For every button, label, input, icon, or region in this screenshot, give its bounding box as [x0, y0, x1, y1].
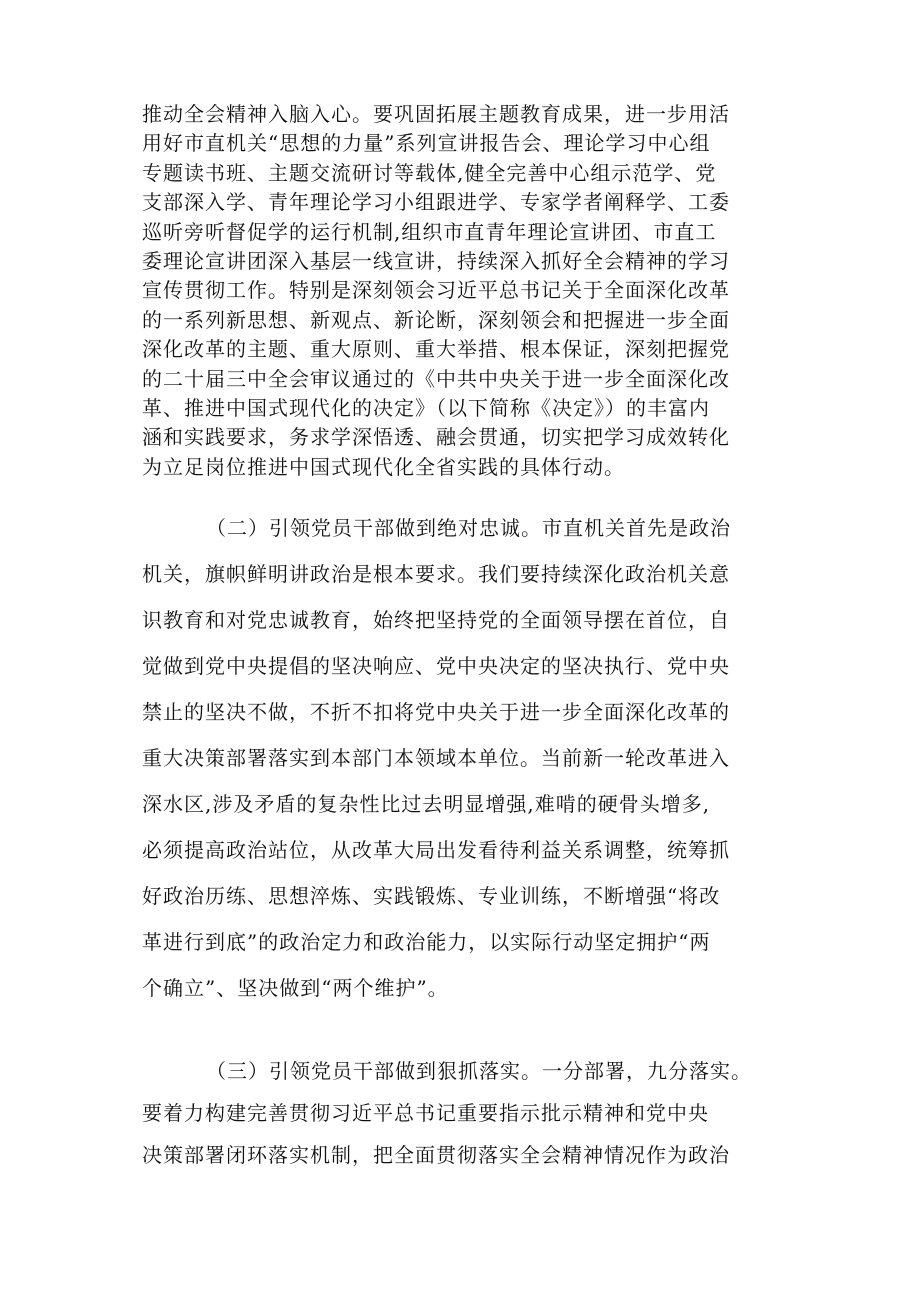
- text-line: 必须提高政治站位，从改革大局出发看待利益关系调整，统筹抓: [142, 838, 730, 862]
- text-line: 巡听旁听督促学的运行机制,组织市直青年理论宣讲团、市直工: [142, 219, 717, 244]
- text-line: 革进行到底”的政治定力和政治能力，以实际行动坚定拥护“两: [142, 930, 711, 954]
- text-line: 的二十届三中全会审议通过的《中共中央关于进一步全面深化改: [142, 366, 730, 391]
- text-line: 为立足岗位推进中国式现代化全省实践的具体行动。: [142, 454, 625, 479]
- text-line: 推动全会精神入脑入心。要巩固拓展主题教育成果，进一步用活: [142, 102, 730, 126]
- text-line: 的一系列新思想、新观点、新论断，深刻领会和把握进一步全面: [142, 307, 730, 332]
- text-line: 决策部署闭环落实机制，把全面贯彻落实全会精神情况作为政治: [142, 1143, 730, 1167]
- text-line: 深化改革的主题、重大原则、重大举措、根本保证，深刻把握党: [142, 337, 730, 362]
- text-line: 个确立”、坚决做到“两个维护”。: [142, 976, 449, 1000]
- text-line: 觉做到党中央提倡的坚决响应、党中央决定的坚决执行、党中央: [142, 654, 730, 678]
- paragraph-section-1: [142, 100, 782, 482]
- paragraph-section-2: [142, 505, 782, 1011]
- text-line: 革、推进中国式现代化的决定》（以下简称《决定》）的丰富内: [142, 395, 710, 420]
- text-line: 涵和实践要求，务求学深悟透、融会贯通，切实把学习成效转化: [142, 425, 730, 450]
- text-line: 禁止的坚决不做，不折不扣将党中央关于进一步全面深化改革的: [142, 700, 730, 724]
- text-line: 专题读书班、主题交流研讨等载体,健全完善中心组示范学、党: [142, 160, 717, 185]
- text-line: 宣传贯彻工作。特别是深刻领会习近平总书记关于全面深化改革: [142, 278, 730, 303]
- text-line: 要着力构建完善贯彻习近平总书记重要指示批示精神和党中央: [142, 1101, 709, 1125]
- text-line: 机关，旗帜鲜明讲政治是根本要求。我们要持续深化政治机关意: [142, 562, 730, 586]
- text-line: 识教育和对党忠诚教育，始终把坚持党的全面领导摆在首位，自: [142, 608, 730, 632]
- text-line: 重大决策部署落实到本部门本领域本单位。当前新一轮改革进入: [142, 746, 730, 770]
- section-heading-line: （二）引领党员干部做到绝对忠诚。市直机关首先是政治: [206, 516, 731, 540]
- text-line: 好政治历练、思想淬炼、实践锻炼、专业训练，不断增强“将改: [142, 884, 721, 908]
- text-line: 用好市直机关“思想的力量”系列宣讲报告会、理论学习中心组: [142, 131, 711, 156]
- paragraph-section-3: [142, 1050, 782, 1176]
- text-line: 委理论宣讲团深入基层一线宣讲，持续深入抓好全会精神的学习: [142, 248, 730, 273]
- text-line: 深水区,涉及矛盾的复杂性比过去明显增强,难啃的硬骨头增多,: [142, 792, 711, 816]
- section-heading-line: （三）引领党员干部做到狠抓落实。一分部署，九分落实。: [206, 1059, 752, 1083]
- text-line: 支部深入学、青年理论学习小组跟进学、专家学者阐释学、工委: [142, 190, 730, 215]
